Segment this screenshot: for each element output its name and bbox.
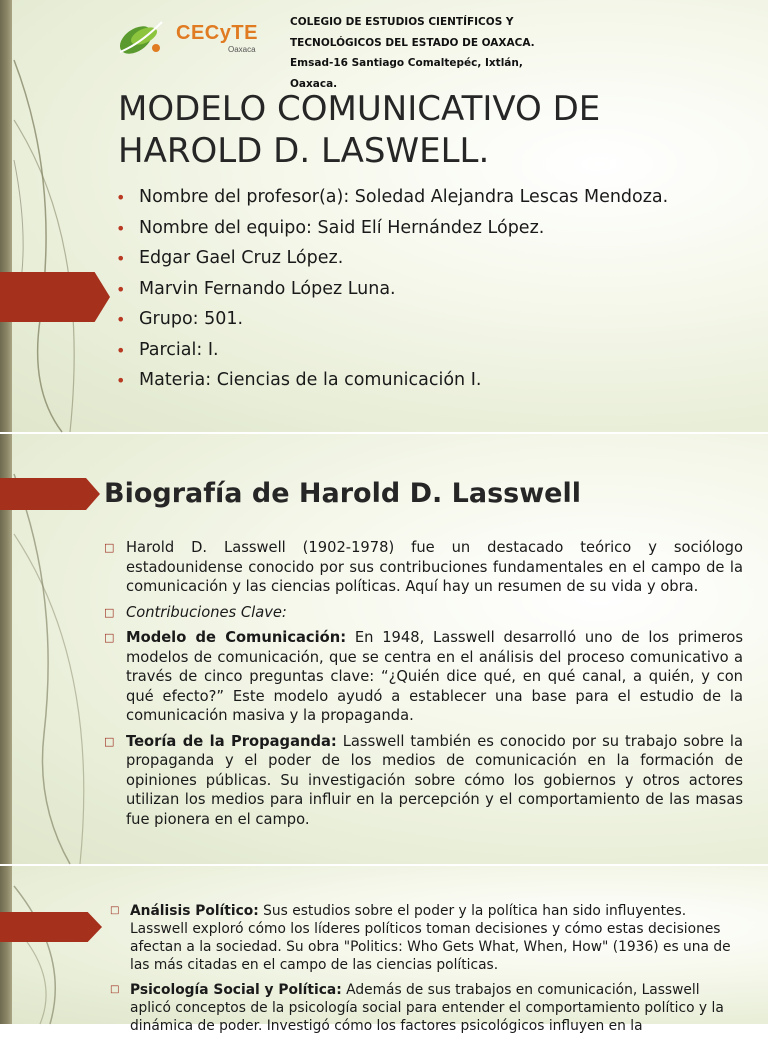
- bullet-icon: •: [116, 279, 126, 299]
- list-item: [116, 369, 676, 392]
- bullet-icon: •: [116, 371, 126, 390]
- title-line: MODELO COMUNICATIVO DE: [118, 89, 601, 129]
- list-item: [100, 538, 743, 597]
- credits-list: [116, 186, 676, 400]
- list-item: [100, 603, 743, 623]
- list-item: [116, 247, 676, 270]
- list-item: [116, 278, 676, 301]
- bullet-icon: □: [104, 631, 115, 644]
- slide-biography: [0, 434, 768, 864]
- item-text: Harold D. Lasswell (1902-1978) fue un destacado teórico y sociólogo estadounidense conocido por sus contribuciones fundamentales en el campo de la comunicación y las ciencias políticas. Aquí hay un resumen de su vida y obra.: [126, 539, 743, 595]
- bullet-icon: •: [116, 340, 126, 360]
- bullet-text: Marvin Fernando López Luna.: [139, 278, 396, 299]
- school-name: [290, 12, 590, 94]
- list-item: [106, 981, 742, 1035]
- title-line: HAROLD D. LASWELL.: [118, 131, 490, 171]
- presentation-title: [118, 88, 738, 172]
- list-item: [100, 628, 743, 726]
- list-item: [100, 732, 743, 830]
- item-label: Análisis Político:: [130, 903, 259, 919]
- bullet-icon: •: [116, 188, 126, 207]
- list-item: [116, 308, 676, 331]
- item-label: Teoría de la Propaganda:: [126, 732, 337, 750]
- list-item: [106, 902, 742, 974]
- bullet-text: Nombre del equipo: Said Elí Hernández López.: [139, 217, 545, 238]
- item-text: Lasswell también es conocido por su trabajo sobre la propaganda y el poder de los medios de comunicación en la formación de opiniones públicas. Su investigación sobre cómo los gobiernos y otros actores utilizan los medios para influir en la percepción y el comportamiento de las masas fue pionera en el campo.: [126, 732, 743, 828]
- bullet-text: Materia: Ciencias de la comunicación I.: [139, 370, 482, 390]
- list-item: [116, 217, 676, 240]
- bullet-text: Parcial: I.: [139, 339, 219, 360]
- logo-text: CECyTE: [176, 22, 258, 44]
- bullet-icon: □: [110, 905, 120, 916]
- accent-arrow: [0, 912, 102, 942]
- slide-title: [0, 0, 768, 432]
- bullet-icon: •: [116, 310, 126, 329]
- contributions-list: [106, 902, 742, 1042]
- bullet-icon: □: [104, 605, 115, 619]
- bullet-icon: •: [116, 249, 126, 268]
- school-line: COLEGIO DE ESTUDIOS CIENTÍFICOS Y: [290, 16, 514, 28]
- bullet-text: Edgar Gael Cruz López.: [139, 248, 344, 268]
- bullet-icon: •: [116, 218, 126, 238]
- list-item: [116, 186, 676, 209]
- school-line: TECNOLÓGICOS DEL ESTADO DE OAXACA.: [290, 36, 535, 49]
- slide-contributions: [0, 866, 768, 1034]
- bullet-text: Grupo: 501.: [139, 309, 244, 329]
- accent-arrow: [0, 272, 110, 322]
- item-label: Modelo de Comunicación:: [126, 629, 347, 646]
- bullet-icon: □: [104, 541, 115, 554]
- biography-list: [100, 538, 743, 835]
- list-item: [116, 339, 676, 362]
- school-line: Emsad-16 Santiago Comaltepéc, Ixtlán,: [290, 57, 523, 69]
- item-subheading: Contribuciones Clave:: [126, 603, 287, 621]
- school-line: Oaxaca.: [290, 77, 338, 90]
- leaf-logo-icon: [114, 14, 174, 64]
- item-text: Sus estudios sobre el poder y la política han sido influyentes. Lasswell exploró cómo los líderes políticos toman decisiones y cómo estas decisiones afectan a la sociedad. Su obra "Politics: Who Gets What, When, How" (1936) es una de las más citadas en el campo de las ciencias políticas.: [130, 903, 731, 973]
- slide-heading: Biografía de Harold D. Lasswell: [104, 478, 581, 509]
- logo-subtext: Oaxaca: [228, 45, 256, 54]
- item-text: Además de sus trabajos en comunicación, Lasswell aplicó conceptos de la psicología social para entender el comportamiento político y la dinámica de poder. Investigó cómo los factores psicológicos influyen en la: [130, 982, 724, 1034]
- item-label: Psicología Social y Política:: [130, 982, 342, 998]
- item-text: En 1948, Lasswell desarrolló uno de los primeros modelos de comunicación, que se centra en el análisis del proceso comunicativo a través de cinco preguntas clave: “¿Quién dice qué, en qué canal, a quién, y con qué efecto?” Este modelo ayudó a establecer una base para el estudio de la comunicación masiva y la propaganda.: [126, 629, 743, 724]
- bullet-text: Nombre del profesor(a): Soledad Alejandra Lescas Mendoza.: [139, 187, 669, 207]
- bullet-icon: □: [110, 984, 120, 995]
- bullet-icon: □: [104, 734, 115, 748]
- cecyte-logo: [114, 14, 264, 64]
- accent-arrow: [0, 478, 100, 510]
